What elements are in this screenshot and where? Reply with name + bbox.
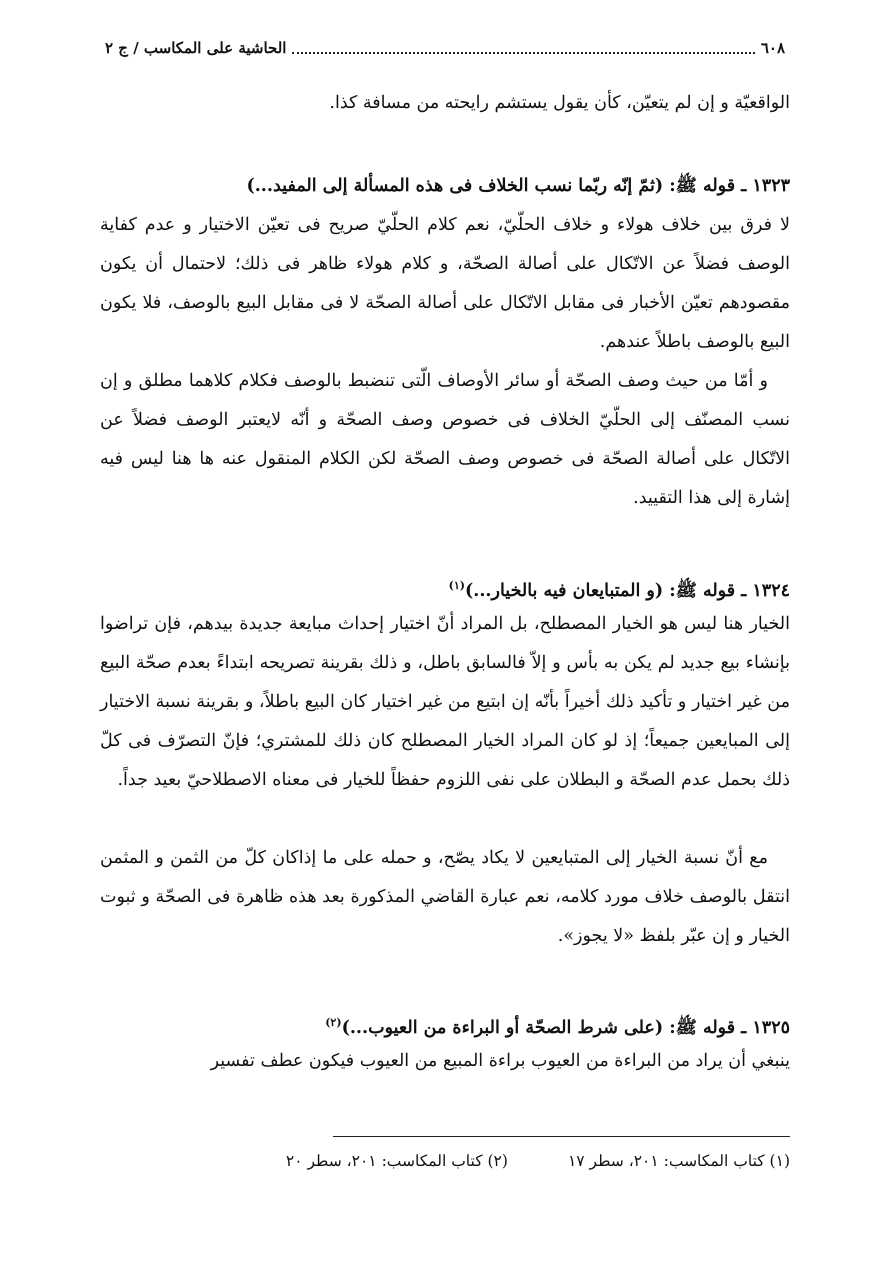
heading-text: ١٣٢٣ ـ قوله ﷺ: (ثمّ إنّه ربّما نسب الخلاف فى هذه المسألة إلى المفيد...)	[246, 176, 790, 196]
footnote-1: (١) كتاب المكاسب: ٢٠١، سطر ١٧	[567, 1152, 790, 1170]
header-dot-leader	[292, 42, 754, 54]
heading-text: ١٣٢٥ ـ قوله ﷺ: (على شرط الصحّة أو البراءة من العيوب...)	[341, 1017, 790, 1038]
section-heading-1323	[100, 167, 790, 206]
paragraph-1325-a	[100, 1042, 790, 1081]
footnotes	[180, 1152, 790, 1170]
paragraph-text: ينبغي أن يراد من البراءة من العيوب براءة المبيع من العيوب فيكون عطف تفسير	[210, 1051, 790, 1071]
footnote-ref-1: (١)	[448, 579, 465, 592]
footnote-separator	[333, 1136, 790, 1137]
page-number: ٦٠٨	[760, 39, 785, 57]
paragraph-text: و أمّا من حيث وصف الصحّة أو سائر الأوصاف الّتى تنضبط بالوصف فكلام كلاهما مطلق و إن نسب المصنّف إلى الحلّيّ الخلاف فى خصوص وصف الصحّة و أنّه لايعتبر الوصف فضلاً عن الاتّكال على أصالة الصحّة فى خصوص وصف الصحّة لكن الكلام المنقول عنه ها هنا ليس فيه إشارة إلى هذا التقييد.	[100, 371, 790, 508]
heading-text: ١٣٢٤ ـ قوله ﷺ: (و المتبايعان فيه بالخيار...)	[464, 580, 790, 601]
paragraph-text: الخيار هنا ليس هو الخيار المصطلح، بل المراد أنّ اختيار إحداث مبايعة جديدة بيدهم، فإن تراضوا بإنشاء بيع جديد لم يكن به بأس و إلاّ فالسابق باطل، و ذلك بقرينة تصريحه ابتداءً بعدم صحّة البيع من غير اختيار و تأكيد ذلك أخيراً بأنّه إن ابتيع من غير اختيار كان البيع باطلاً، و بقرينة نسبة الاختيار إلى المبايعين جميعاً؛ إذ لو كان المراد الخيار المصطلح كان ذلك للمشتري؛ فإنّ التصرّف فى كلّ ذلك بحمل عدم الصحّة و البطلان على نفى اللزوم حفظاً للخيار فى معناه الاصطلاحيّ بعيد جداً.	[100, 614, 790, 790]
paragraph-1323-b	[100, 362, 790, 518]
paragraph-1324-a	[100, 605, 790, 800]
footnote-ref-2: (٢)	[325, 1016, 342, 1029]
page-header	[105, 34, 785, 62]
footnote-2: (٢) كتاب المكاسب: ٢٠١، سطر ٢٠	[285, 1152, 508, 1170]
paragraph-text: الواقعيّة و إن لم يتعيّن، كأن يقول يستشم رايحته من مسافة كذا.	[329, 93, 790, 113]
running-title: الحاشية على المكاسب / ج ٢	[105, 39, 287, 57]
paragraph-text: لا فرق بين خلاف هولاء و خلاف الحلّيّ، نعم كلام الحلّيّ صريح فى تعيّن الاختيار و عدم كفاية الوصف فضلاً عن الاتّكال على أصالة الصحّة، و كلام هولاء ظاهر فى ذلك؛ لاحتمال أن يكون مقصودهم تعيّن الأخبار فى مقابل الاتّكال على أصالة الصحّة لا فى مقابل البيع بالوصف، فلا يكون البيع بالوصف باطلاً عندهم.	[100, 215, 790, 352]
paragraph-text: مع أنّ نسبة الخيار إلى المتبايعين لا يكاد يصّح، و حمله على ما إذاكان كلّ من الثمن و المثمن انتقل بالوصف خلاف مورد كلامه، نعم عبارة القاضي المذكورة بعد هذه ظاهرة فى الصحّة و ثبوت الخيار و إن عبّر بلفظ «لا يجوز».	[100, 848, 790, 946]
paragraph-1323-a	[100, 206, 790, 362]
paragraph-1324-b	[100, 839, 790, 956]
paragraph-continuation	[100, 84, 790, 123]
